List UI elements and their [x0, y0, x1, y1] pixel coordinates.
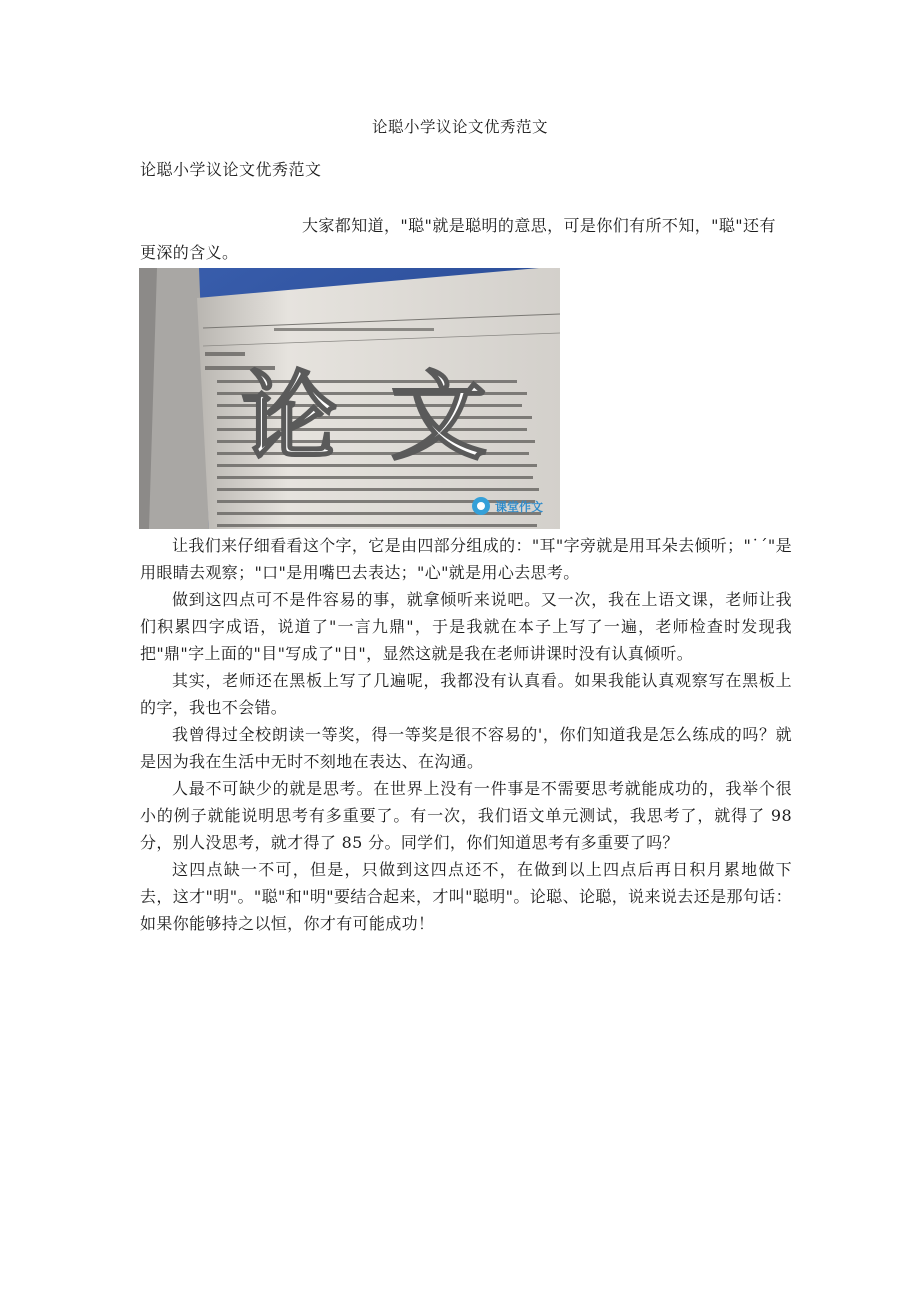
paragraph: 让我们来仔细看看这个字，它是由四部分组成的："耳"字旁就是用耳朵去倾听；"˙ˊ"是用眼睛去观察；"口"是用嘴巴去表达；"心"就是用心去思考。	[140, 536, 792, 582]
intro-line-2: 更深的含义。	[140, 243, 239, 262]
intro-paragraph	[140, 212, 780, 266]
paragraph: 做到这四点可不是件容易的事，就拿倾听来说吧。又一次，我在上语文课，老师让我们积累四字成语，说道了"一言九鼎"，于是我就在本子上写了一遍，老师检查时发现我把"鼎"字上面的"目"写成了"日"，显然这就是我在老师讲课时没有认真倾听。	[140, 590, 792, 663]
paragraph: 其实，老师还在黑板上写了几遍呢，我都没有认真看。如果我能认真观察写在黑板上的字，我也不会错。	[140, 671, 792, 717]
page-title: 论聪小学议论文优秀范文	[371, 118, 548, 136]
document-subtitle: 论聪小学议论文优秀范文	[140, 160, 322, 179]
overlay-characters: 论 文	[241, 361, 497, 473]
essay-body	[140, 532, 792, 937]
essay-photo	[139, 268, 560, 529]
paragraph: 这四点缺一不可，但是，只做到这四点还不，在做到以上四点后再日积月累地做下去，这才"明"。"聪"和"明"要结合起来，才叫"聪明"。论聪、论聪，说来说去还是那句话：如果你能够持之以恒，你才有可能成功！	[140, 860, 792, 933]
watermark-text: 课堂作文	[495, 500, 544, 514]
paragraph: 人最不可缺少的就是思考。在世界上没有一件事是不需要思考就能成功的，我举个很小的例子就能说明思考有多重要了。有一次，我们语文单元测试，我思考了，就得了 98 分，别人没思考，就才得了 85 分。同学们，你们知道思考有多重要了吗？	[140, 779, 792, 852]
intro-line-1: 大家都知道，"聪"就是聪明的意思，可是你们有所不知，"聪"还有	[302, 216, 776, 235]
essay-photo-graphic	[139, 268, 560, 529]
paragraph: 我曾得过全校朗读一等奖，得一等奖是很不容易的'，你们知道我是怎么练成的吗？就是因为我在生活中无时不刻地在表达、在沟通。	[140, 725, 792, 771]
